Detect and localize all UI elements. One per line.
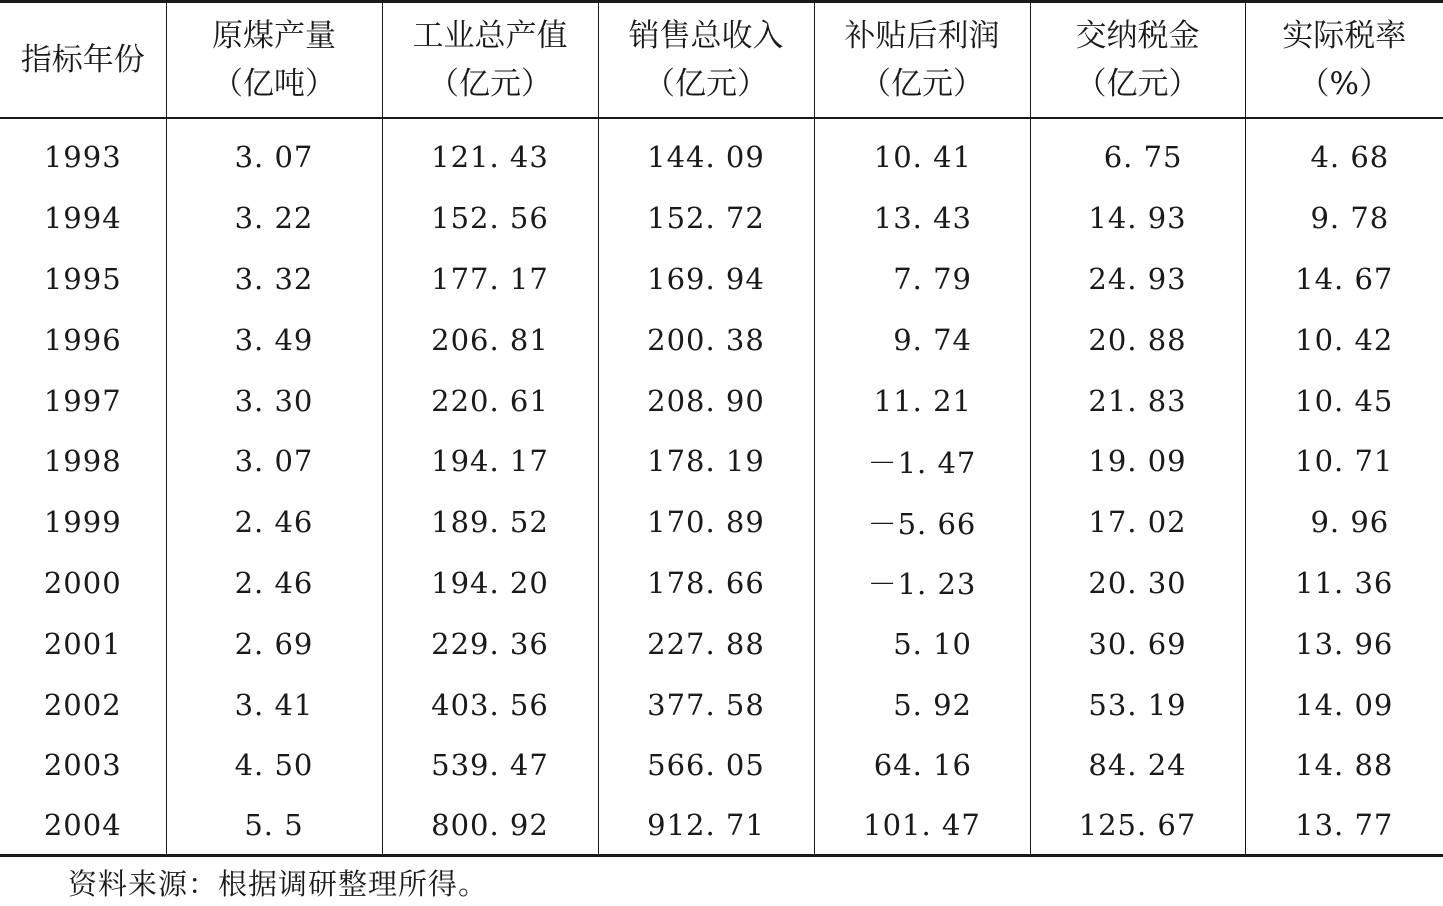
cell-value: 170. 89 xyxy=(647,505,765,540)
cell-value: 152. 72 xyxy=(647,201,765,236)
cell-value: 3. 49 xyxy=(234,322,314,357)
cell-value: 2. 46 xyxy=(234,565,314,600)
value-cell xyxy=(1245,796,1443,856)
cell-value: 3. 22 xyxy=(234,201,314,236)
cell-value: 377. 58 xyxy=(647,687,765,722)
value-cell xyxy=(382,431,598,492)
table-row xyxy=(0,431,1443,492)
cell-value: 13. 77 xyxy=(1295,807,1394,842)
column-header-unit: （亿元） xyxy=(860,66,984,102)
year-cell xyxy=(0,370,166,431)
cell-value: 10. 45 xyxy=(1295,383,1394,418)
cell-value: 152. 56 xyxy=(431,201,549,236)
column-header-title: 交纳税金 xyxy=(1075,18,1200,54)
cell-value: 169. 94 xyxy=(647,261,765,296)
year-cell xyxy=(0,431,166,492)
cell-value: 4. 50 xyxy=(234,748,314,783)
cell-value: 19. 09 xyxy=(1088,444,1187,479)
value-cell xyxy=(1030,249,1245,310)
cell-value: 20. 88 xyxy=(1088,322,1187,357)
column-header-title: 原煤产量 xyxy=(212,18,336,54)
value-cell xyxy=(1245,492,1443,553)
value-cell xyxy=(1245,309,1443,370)
cell-value: 14. 88 xyxy=(1295,748,1394,783)
value-cell xyxy=(814,188,1030,249)
value-cell xyxy=(814,674,1030,735)
value-cell xyxy=(1030,674,1245,735)
value-cell xyxy=(598,796,814,856)
value-cell xyxy=(166,118,382,188)
cell-value: 3. 07 xyxy=(234,444,314,479)
cell-value: 13. 43 xyxy=(873,201,972,236)
cell-value: 14. 09 xyxy=(1295,687,1394,722)
year-cell xyxy=(0,249,166,310)
value-cell xyxy=(598,431,814,492)
value-cell xyxy=(814,431,1030,492)
cell-value: 5. 10 xyxy=(893,626,972,661)
value-cell xyxy=(1030,735,1245,796)
value-cell xyxy=(598,188,814,249)
value-cell xyxy=(814,613,1030,674)
header-row xyxy=(0,2,1443,119)
cell-value: 6. 75 xyxy=(1103,140,1183,175)
table-row xyxy=(0,796,1443,856)
value-cell xyxy=(598,674,814,735)
cell-value: 2004 xyxy=(43,807,122,842)
source-note: 资料来源：根据调研整理所得。 xyxy=(68,867,489,901)
cell-value: 1994 xyxy=(43,201,122,236)
value-cell xyxy=(166,674,382,735)
value-cell xyxy=(166,613,382,674)
value-cell xyxy=(382,188,598,249)
value-cell xyxy=(1245,188,1443,249)
cell-value: 20. 30 xyxy=(1088,565,1187,600)
value-cell xyxy=(382,309,598,370)
value-cell xyxy=(166,735,382,796)
column-header-title: 补贴后利润 xyxy=(844,18,1000,54)
column-header-title: 工业总产值 xyxy=(412,18,568,54)
cell-value: 912. 71 xyxy=(647,807,765,842)
value-cell xyxy=(166,553,382,614)
cell-value: 2002 xyxy=(43,687,122,722)
cell-value: 5. 92 xyxy=(893,687,972,722)
cell-value: 1999 xyxy=(43,505,122,540)
column-header-unit: （亿元） xyxy=(428,66,552,102)
cell-value: 2. 69 xyxy=(234,626,314,661)
column-header-3 xyxy=(598,2,814,119)
year-cell xyxy=(0,613,166,674)
value-cell xyxy=(1030,796,1245,856)
year-cell xyxy=(0,118,166,188)
cell-value: 64. 16 xyxy=(873,748,972,783)
year-cell xyxy=(0,188,166,249)
cell-value: 178. 19 xyxy=(647,444,765,479)
cell-value: 53. 19 xyxy=(1088,687,1187,722)
column-header-title: 实际税率 xyxy=(1282,18,1407,54)
value-cell xyxy=(1245,118,1443,188)
value-cell xyxy=(382,492,598,553)
column-header-unit: （亿元） xyxy=(644,66,768,102)
cell-value: 14. 93 xyxy=(1088,201,1187,236)
column-header-0 xyxy=(0,2,166,119)
value-cell xyxy=(1030,370,1245,431)
cell-value: 220. 61 xyxy=(431,383,549,418)
cell-value: 10. 41 xyxy=(873,140,972,175)
value-cell xyxy=(814,553,1030,614)
value-cell xyxy=(598,735,814,796)
cell-value: 3. 41 xyxy=(234,687,314,722)
year-cell xyxy=(0,796,166,856)
column-header-2 xyxy=(382,2,598,119)
value-cell xyxy=(382,613,598,674)
value-cell xyxy=(598,118,814,188)
cell-value: 206. 81 xyxy=(431,322,549,357)
value-cell xyxy=(814,492,1030,553)
cell-value: 5. 5 xyxy=(244,807,304,842)
cell-value: 403. 56 xyxy=(431,687,549,722)
cell-value: 177. 17 xyxy=(431,261,549,296)
table-row xyxy=(0,735,1443,796)
cell-value: －5. 66 xyxy=(867,506,977,541)
cell-value: 17. 02 xyxy=(1088,505,1187,540)
cell-value: 101. 47 xyxy=(863,807,981,842)
value-cell xyxy=(166,431,382,492)
value-cell xyxy=(1245,674,1443,735)
table-body xyxy=(0,118,1443,855)
table-row xyxy=(0,613,1443,674)
value-cell xyxy=(814,118,1030,188)
table-row xyxy=(0,370,1443,431)
cell-value: 14. 67 xyxy=(1295,261,1394,296)
value-cell xyxy=(166,492,382,553)
cell-value: 3. 32 xyxy=(234,261,314,296)
cell-value: 144. 09 xyxy=(647,140,765,175)
column-header-6 xyxy=(1245,2,1443,119)
value-cell xyxy=(1245,431,1443,492)
value-cell xyxy=(1030,553,1245,614)
year-cell xyxy=(0,492,166,553)
value-cell xyxy=(1030,118,1245,188)
value-cell xyxy=(166,370,382,431)
cell-value: 10. 71 xyxy=(1295,444,1394,479)
column-header-title: 指标年份 xyxy=(20,42,145,78)
cell-value: 2000 xyxy=(43,565,122,600)
value-cell xyxy=(382,796,598,856)
cell-value: 30. 69 xyxy=(1088,626,1187,661)
value-cell xyxy=(382,249,598,310)
value-cell xyxy=(1030,309,1245,370)
value-cell xyxy=(1245,370,1443,431)
cell-value: 13. 96 xyxy=(1295,626,1394,661)
cell-value: 189. 52 xyxy=(431,505,549,540)
cell-value: 1998 xyxy=(43,444,122,479)
column-header-unit: （亿元） xyxy=(1075,66,1200,102)
cell-value: 121. 43 xyxy=(431,140,549,175)
value-cell xyxy=(1030,492,1245,553)
table-row xyxy=(0,553,1443,614)
cell-value: 21. 83 xyxy=(1088,383,1187,418)
table-row xyxy=(0,249,1443,310)
cell-value: 9. 96 xyxy=(1310,505,1390,540)
value-cell xyxy=(814,249,1030,310)
cell-value: 125. 67 xyxy=(1078,807,1197,842)
value-cell xyxy=(1245,249,1443,310)
value-cell xyxy=(814,796,1030,856)
value-cell xyxy=(814,735,1030,796)
cell-value: 4. 68 xyxy=(1310,140,1390,175)
cell-value: －1. 47 xyxy=(867,445,977,480)
value-cell xyxy=(382,370,598,431)
cell-value: 208. 90 xyxy=(647,383,765,418)
value-cell xyxy=(814,370,1030,431)
table-row xyxy=(0,492,1443,553)
cell-value: 2001 xyxy=(43,626,122,661)
value-cell xyxy=(598,309,814,370)
cell-value: 1996 xyxy=(43,322,122,357)
column-header-5 xyxy=(1030,2,1245,119)
value-cell xyxy=(166,796,382,856)
year-cell xyxy=(0,735,166,796)
cell-value: 3. 07 xyxy=(234,140,314,175)
cell-value: 229. 36 xyxy=(431,626,549,661)
cell-value: 1995 xyxy=(43,261,122,296)
cell-value: 7. 79 xyxy=(893,261,972,296)
value-cell xyxy=(598,249,814,310)
value-cell xyxy=(382,553,598,614)
value-cell xyxy=(382,674,598,735)
cell-value: 9. 74 xyxy=(893,322,972,357)
cell-value: 566. 05 xyxy=(647,748,765,783)
cell-value: 800. 92 xyxy=(431,807,549,842)
cell-value: 2003 xyxy=(43,748,122,783)
cell-value: 84. 24 xyxy=(1088,748,1187,783)
value-cell xyxy=(598,613,814,674)
value-cell xyxy=(166,188,382,249)
cell-value: 194. 20 xyxy=(431,565,549,600)
cell-value: 227. 88 xyxy=(647,626,765,661)
column-header-4 xyxy=(814,2,1030,119)
cell-value: 9. 78 xyxy=(1310,201,1390,236)
value-cell xyxy=(382,118,598,188)
value-cell xyxy=(598,370,814,431)
column-header-unit: （%） xyxy=(1298,66,1390,102)
value-cell xyxy=(166,309,382,370)
column-header-unit: （亿吨） xyxy=(212,66,336,102)
year-cell xyxy=(0,674,166,735)
table-row xyxy=(0,674,1443,735)
value-cell xyxy=(1245,613,1443,674)
value-cell xyxy=(1030,431,1245,492)
cell-value: 1997 xyxy=(43,383,122,418)
cell-value: 3. 30 xyxy=(234,383,314,418)
cell-value: 200. 38 xyxy=(647,322,765,357)
value-cell xyxy=(166,249,382,310)
value-cell xyxy=(1030,188,1245,249)
year-cell xyxy=(0,553,166,614)
year-cell xyxy=(0,309,166,370)
value-cell xyxy=(814,309,1030,370)
column-header-1 xyxy=(166,2,382,119)
value-cell xyxy=(598,492,814,553)
column-header-title: 销售总收入 xyxy=(628,18,784,54)
cell-value: 24. 93 xyxy=(1088,261,1187,296)
value-cell xyxy=(1030,613,1245,674)
table-row xyxy=(0,118,1443,188)
cell-value: －1. 23 xyxy=(867,567,977,602)
cell-value: 2. 46 xyxy=(234,505,314,540)
table-header xyxy=(0,2,1443,119)
value-cell xyxy=(598,553,814,614)
table-row xyxy=(0,309,1443,370)
cell-value: 11. 21 xyxy=(873,383,972,418)
value-cell xyxy=(1245,735,1443,796)
value-cell xyxy=(1245,553,1443,614)
cell-value: 11. 36 xyxy=(1295,565,1394,600)
cell-value: 1993 xyxy=(43,140,122,175)
value-cell xyxy=(382,735,598,796)
cell-value: 194. 17 xyxy=(431,444,549,479)
table-row xyxy=(0,188,1443,249)
cell-value: 178. 66 xyxy=(647,565,765,600)
cell-value: 10. 42 xyxy=(1295,322,1394,357)
cell-value: 539. 47 xyxy=(431,748,549,783)
